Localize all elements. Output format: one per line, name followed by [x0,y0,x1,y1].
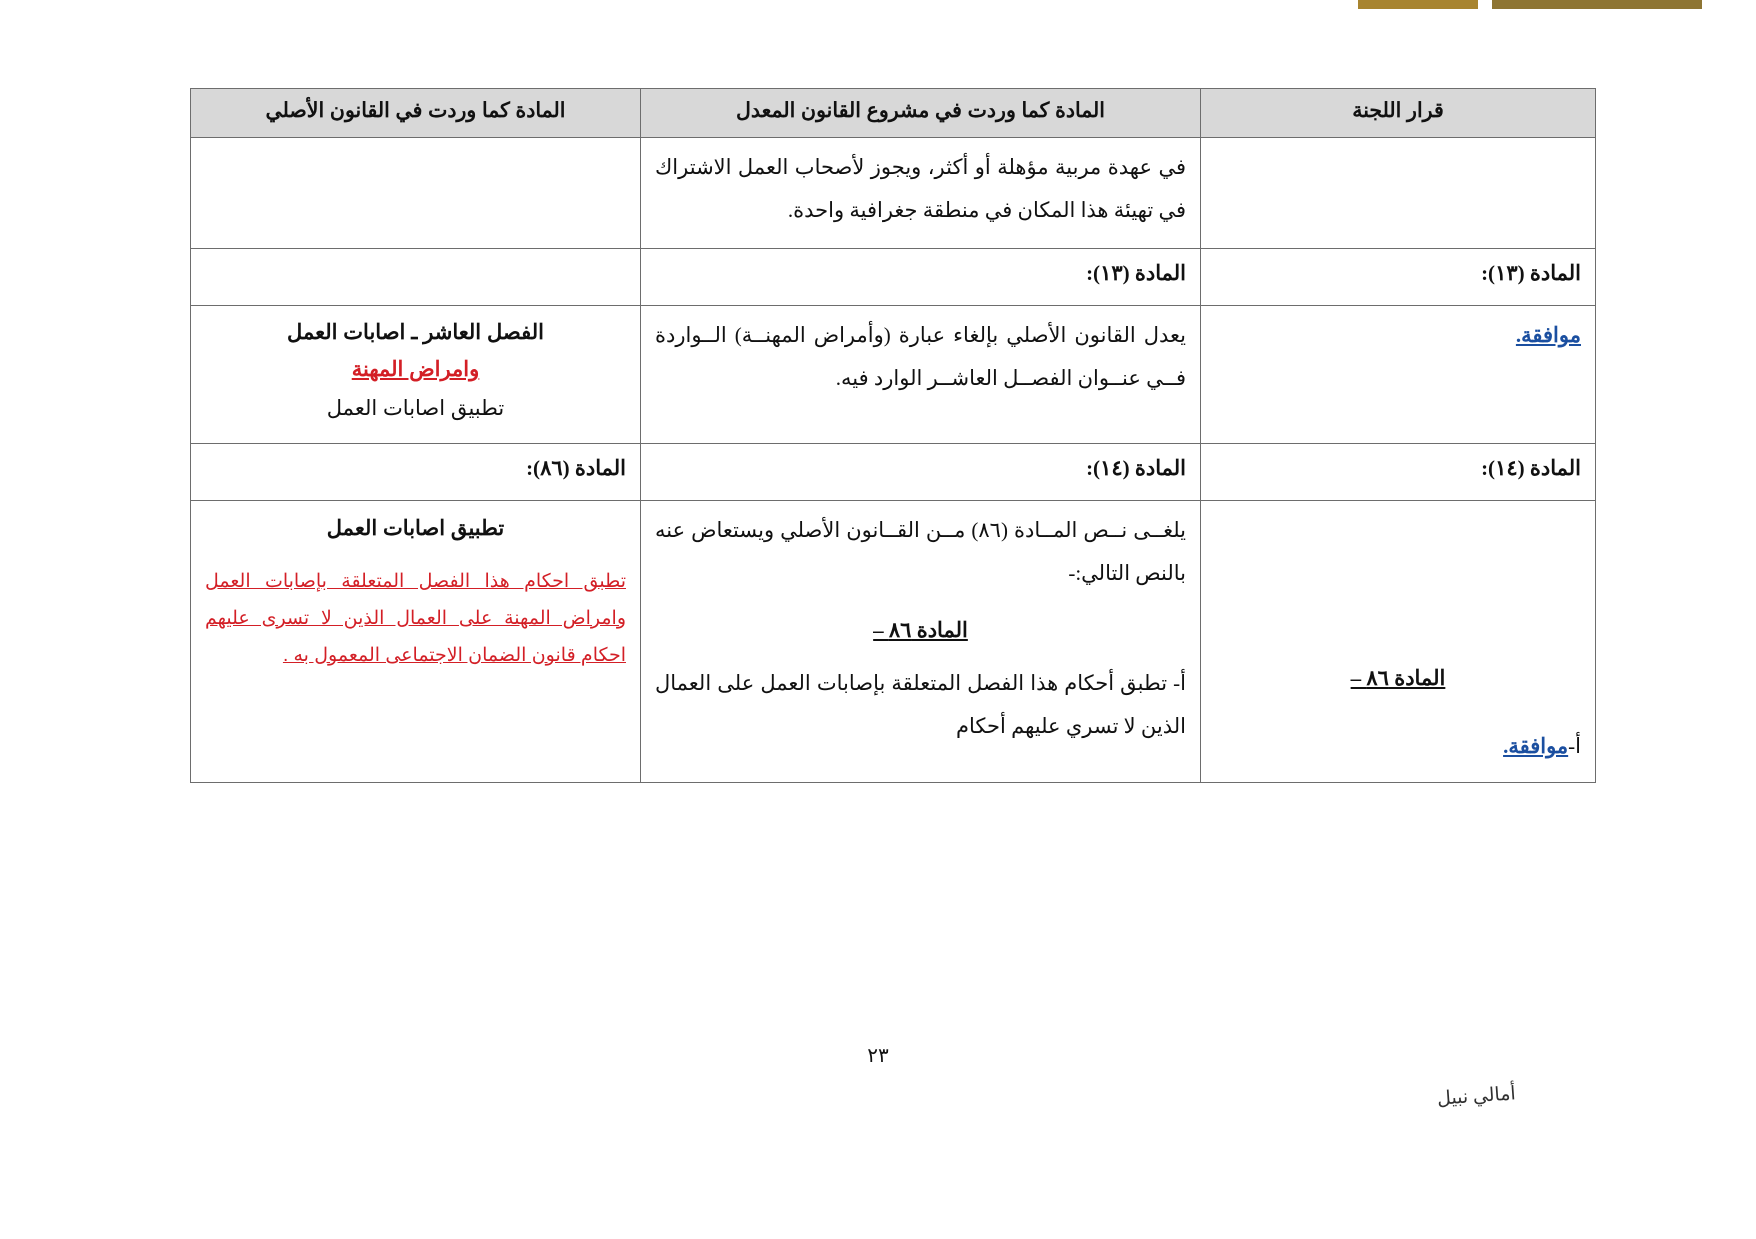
cell-draft-1 [641,138,1201,249]
cell-committee-2 [1201,249,1596,306]
cell-committee-1 [1201,138,1596,249]
cell-draft-2 [641,249,1201,306]
scan-artifact-right [1492,0,1702,9]
committee-article-label: المادة (١٣): [1481,261,1581,286]
cell-draft-3 [641,305,1201,443]
signature: أمالي نبيل [1436,1083,1517,1110]
table-row [191,138,1596,249]
original-chapter-title: الفصل العاشر ـ اصابات العمل [287,320,544,344]
committee-article-label: المادة (١٤): [1481,456,1581,481]
committee-item-marker: أ- [1568,733,1581,758]
original-handwritten-red-text: تطبق احكام هذا الفصل المتعلقة بإصابات العمل وامراض المهنة على العمال الذين لا تسرى عليهم احكام قانون الضمان الاجتماعى المعمول به . [205,570,626,666]
draft-paragraph: في عهدة مربية مؤهلة أو أكثر، ويجوز لأصحاب العمل الاشتراك في تهيئة هذا المكان في منطقة جغرافية واحدة. [655,155,1186,223]
cell-draft-5 [641,500,1201,782]
original-subtitle: تطبيق اصابات العمل [326,397,505,421]
cell-draft-4 [641,444,1201,501]
table-row [191,444,1596,501]
cell-committee-3 [1201,305,1596,443]
committee-decision-text: موافقة. [1503,733,1569,758]
original-section-head: تطبيق اصابات العمل [326,516,505,540]
original-article-label: المادة (٨٦): [526,456,626,481]
scan-artifact-left [1358,0,1478,9]
cell-original-1 [191,138,641,249]
table-row [191,500,1596,782]
table-header-row [191,89,1596,138]
draft-article-number: المادة ٨٦ – [873,617,968,642]
original-chapter-title-red: وامراض المهنة [351,358,480,382]
cell-original-3 [191,305,641,443]
table-row [191,249,1596,306]
draft-article-label: المادة (١٣): [1086,261,1186,286]
committee-article-number: المادة ٨٦ – [1350,665,1446,690]
cell-original-5 [191,500,641,782]
committee-decision-line [1215,725,1581,768]
draft-paragraph: يعدل القانون الأصلي بإلغاء عبارة (وأمراض المهنــة) الــواردة فــي عنــوان الفصــل العاشــر الوارد فيه. [655,322,1186,390]
cell-original-4 [191,444,641,501]
committee-decision [1215,314,1581,357]
law-comparison-table [190,88,1596,783]
table-row [191,305,1596,443]
cell-committee-4 [1201,444,1596,501]
draft-paragraph: يلغــى نــص المــادة (٨٦) مــن القــانون الأصلي ويستعاض عنه بالنص التالي:- [655,517,1186,585]
committee-decision-text: موافقة. [1515,322,1581,347]
cell-original-2 [191,249,641,306]
draft-article-label: المادة (١٤): [1086,456,1186,481]
column-header-draft: المادة كما وردت في مشروع القانون المعدل [641,89,1201,138]
cell-committee-5 [1201,500,1596,782]
column-header-original: المادة كما وردت في القانون الأصلي [191,89,641,138]
column-header-committee: قرار اللجنة [1201,89,1596,138]
page-number: ٢٣ [867,1045,889,1067]
draft-paragraph: أ- تطبق أحكام هذا الفصل المتعلقة بإصابات العمل على العمال الذين لا تسري عليهم أحكام [655,670,1186,738]
